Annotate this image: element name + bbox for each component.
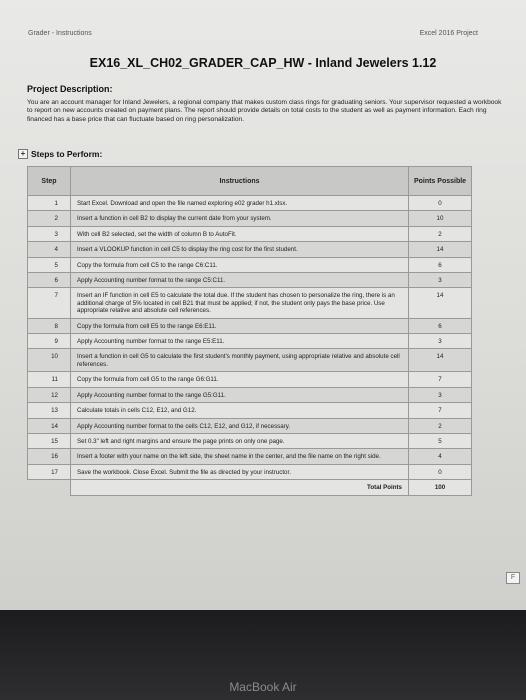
step-points: 3 (409, 334, 472, 349)
step-instruction: Set 0.3" left and right margins and ensure the page prints on only one page. (71, 433, 409, 448)
step-number: 13 (28, 403, 71, 418)
step-instruction: Apply Accounting number format to the cells C12, E12, and G12, if necessary. (71, 418, 409, 433)
device-label: MacBook Air (229, 680, 297, 694)
step-number: 3 (28, 226, 71, 241)
step-instruction: Apply Accounting number format to the range C5:C11. (71, 273, 409, 288)
step-number: 15 (28, 433, 71, 448)
step-number: 8 (28, 318, 71, 333)
project-description-heading: Project Description: (27, 84, 113, 94)
step-points: 14 (409, 288, 472, 318)
header-instructions: Instructions (71, 167, 409, 196)
table-row (28, 403, 472, 418)
table-row (28, 318, 472, 333)
step-points: 0 (409, 196, 472, 211)
table-row (28, 257, 472, 272)
table-row (28, 242, 472, 257)
step-number: 4 (28, 242, 71, 257)
header-left: Grader - Instructions (28, 30, 92, 37)
step-points: 14 (409, 349, 472, 372)
table-row (28, 449, 472, 464)
step-points: 3 (409, 273, 472, 288)
step-points: 14 (409, 242, 472, 257)
step-instruction: Start Excel. Download and open the file named exploring e02 grader h1.xlsx. (71, 196, 409, 211)
step-instruction: With cell B2 selected, set the width of column B to AutoFit. (71, 226, 409, 241)
step-number: 2 (28, 211, 71, 226)
step-instruction: Insert a function in cell B2 to display the current date from your system. (71, 211, 409, 226)
expand-plus-icon[interactable]: + (18, 149, 28, 159)
step-points: 2 (409, 418, 472, 433)
step-points: 2 (409, 226, 472, 241)
step-points: 5 (409, 433, 472, 448)
table-row (28, 349, 472, 372)
steps-table (27, 166, 472, 496)
step-number: 12 (28, 387, 71, 402)
table-row (28, 196, 472, 211)
step-points: 6 (409, 257, 472, 272)
step-instruction: Insert an IF function in cell E5 to calculate the total due. If the student has chosen to personalize the ring, there is an additional charge of 5% located in cell B21 that must be applied; if not, the student only pays the base price. Use appropriate relative and absolute cell references. (71, 288, 409, 318)
step-points: 7 (409, 372, 472, 387)
step-instruction: Insert a VLOOKUP function in cell C5 to display the ring cost for the first student. (71, 242, 409, 257)
table-row (28, 464, 472, 479)
step-instruction: Insert a footer with your name on the left side, the sheet name in the center, and the file name on the right side. (71, 449, 409, 464)
table-header-row (28, 167, 472, 196)
table-row (28, 288, 472, 318)
steps-heading-label: Steps to Perform: (31, 149, 103, 159)
total-row (28, 480, 472, 495)
step-points: 3 (409, 387, 472, 402)
total-label: Total Points (71, 480, 409, 495)
step-instruction: Calculate totals in cells C12, E12, and G12. (71, 403, 409, 418)
steps-heading (18, 149, 102, 159)
page-corner-icon: F (506, 572, 520, 584)
step-points: 6 (409, 318, 472, 333)
step-number: 5 (28, 257, 71, 272)
table-row (28, 433, 472, 448)
step-instruction: Save the workbook. Close Excel. Submit the file as directed by your instructor. (71, 464, 409, 479)
step-instruction: Copy the formula from cell C5 to the range C6:C11. (71, 257, 409, 272)
step-number: 9 (28, 334, 71, 349)
table-row (28, 211, 472, 226)
step-number: 10 (28, 349, 71, 372)
table-row (28, 273, 472, 288)
step-instruction: Insert a function in cell G5 to calculate the first student's monthly payment, using appropriate relative and absolute cell references. (71, 349, 409, 372)
table-row (28, 387, 472, 402)
step-number: 7 (28, 288, 71, 318)
step-number: 1 (28, 196, 71, 211)
step-number: 11 (28, 372, 71, 387)
step-instruction: Copy the formula from cell E5 to the range E6:E11. (71, 318, 409, 333)
table-row (28, 334, 472, 349)
step-instruction: Apply Accounting number format to the range G5:G11. (71, 387, 409, 402)
step-number: 17 (28, 464, 71, 479)
table-row (28, 226, 472, 241)
header-step: Step (28, 167, 71, 196)
step-points: 4 (409, 449, 472, 464)
step-number: 16 (28, 449, 71, 464)
header-right: Excel 2016 Project (419, 30, 478, 37)
project-description-text: You are an account manager for Inland Jewelers, a regional company that makes custom class rings for graduating seniors. Your supervisor requested a workbook to report on new accounts created on payment plans. The report should provide details on total costs to the student as well as payment information. Each ring financed has a base price that can fluctuate based on ring personalization. (27, 99, 502, 123)
step-points: 0 (409, 464, 472, 479)
step-instruction: Copy the formula from cell G5 to the range G6:G11. (71, 372, 409, 387)
header-points: Points Possible (409, 167, 472, 196)
step-number: 6 (28, 273, 71, 288)
table-row (28, 418, 472, 433)
step-instruction: Apply Accounting number format to the range E5:E11. (71, 334, 409, 349)
table-row (28, 372, 472, 387)
document-title: EX16_XL_CH02_GRADER_CAP_HW - Inland Jewelers 1.12 (89, 56, 437, 70)
step-number: 14 (28, 418, 71, 433)
step-points: 7 (409, 403, 472, 418)
total-value: 100 (409, 480, 472, 495)
step-points: 10 (409, 211, 472, 226)
